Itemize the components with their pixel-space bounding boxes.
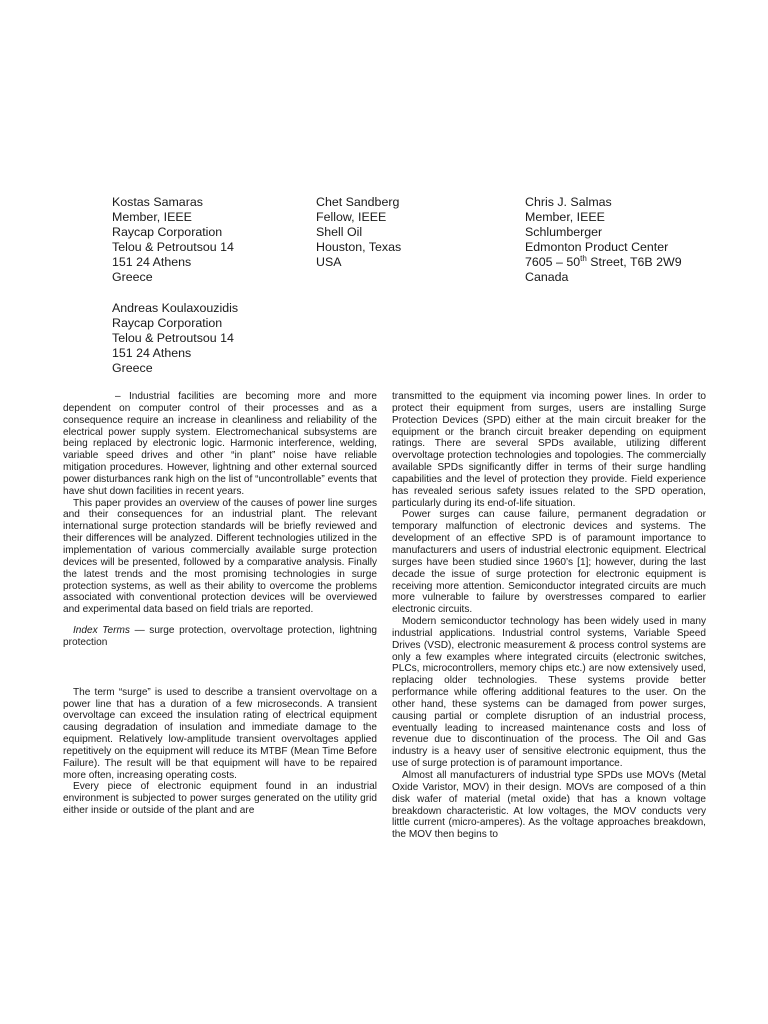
author-affiliation-line: Schlumberger — [525, 225, 603, 239]
left-column — [63, 391, 377, 817]
author-name: Chet Sandberg — [316, 195, 400, 209]
intro-paragraph: The term “surge” is used to describe a transient overvoltage on a power line that has a duration of a few microseconds. A transient overvoltage can exceed the insulation rating of electrical equipment causing degradation of insulation and immediate damage to the equipment. Relatively low-amplitude transient overvoltages applied repetitively on the equipment will reduce its MTBF (Mean Time Before Failure). The result will be that equipment will have to be repaired more often, increasing operating costs. — [63, 686, 377, 781]
author-name: Chris J. Salmas — [525, 195, 612, 209]
abstract-paragraph: This paper provides an overview of the causes of power line surges and their consequences for an industrial plant. The relevant international surge protection standards will be briefly reviewed and their differences will be analyzed. Different technologies utilized in the implementation of various commercially available surge protection devices will be presented, followed by a comparative analysis. Finally the latest trends and the most promising technologies in surge protection systems, as well as their ability to overcome the problems associated with conventional protection devices will be overviewed and experimental data based on field trials are reported. — [63, 497, 377, 616]
author-name: Kostas Samaras — [112, 195, 203, 209]
street-suffix: Street, T6B 2W9 — [586, 255, 682, 269]
author-affiliation-line: Fellow, IEEE — [316, 210, 387, 224]
index-terms-label: Index Terms — [73, 625, 130, 637]
body-paragraph: Modern semiconductor technology has been widely used in many industrial applications. Industrial control systems, Variable Speed Drives (VSD), electronic measurement & process control systems are only a few examples where integrated circuits (electronic switches, PLCs, microcontrollers, memory chips etc.) are now extensively used, replacing older technologies. These systems provide better performance while offering additional features to the user. On the other hand, these systems can be damaged from power surges, causing partial or complete disruption of an industrial process, eventually leading to increased maintenance costs and loss of revenue due to discontinuation of the process. The Oil and Gas industry is a heavy user of sensitive electronic equipment, thus the use of surge protection is of paramount importance. — [392, 616, 706, 770]
author-name: Andreas Koulaxouzidis — [112, 301, 239, 315]
body-paragraph: Power surges can cause failure, permanent degradation or temporary malfunction of electronic devices and systems. The development of an effective SPD is of paramount importance to manufacturers and users of industrial electronic equipment. Electrical surges have been studied since 1960’s [1]; however, during the last decade the issue of surge protection for electronic equipment is receiving more attention. Semiconductor integrated circuits are much more vulnerable to failure by overstresses compared to earlier electronic circuits. — [392, 509, 706, 616]
author-kostas-samaras — [112, 195, 234, 285]
author-affiliation-line: Member, IEEE — [525, 210, 605, 224]
index-terms-text: — surge protection, overvoltage protection, lightning protection — [63, 625, 377, 648]
author-country: Canada — [525, 270, 569, 284]
author-affiliation-line: 151 24 Athens — [112, 346, 192, 360]
author-affiliation-line: Raycap Corporation — [112, 225, 223, 239]
author-affiliation-line: Greece — [112, 270, 153, 284]
author-affiliation-line: Shell Oil — [316, 225, 363, 239]
author-affiliation-line: Edmonton Product Center — [525, 240, 669, 254]
author-street-line — [525, 255, 682, 270]
author-andreas-koulaxouzidis — [112, 301, 238, 376]
author-affiliation-line: USA — [316, 255, 342, 269]
right-column — [392, 391, 706, 841]
author-affiliation-line: Houston, Texas — [316, 240, 402, 254]
body-paragraph: Almost all manufacturers of industrial type SPDs use MOVs (Metal Oxide Varistor, MOV) in their design. MOVs are composed of a thin disk wafer of material (metal oxide) that has a known voltage breakdown characteristic. At low voltages, the MOV conducts very little current (micro-amperes). As the voltage approaches breakdown, the MOV then begins to — [392, 770, 706, 841]
index-terms — [63, 625, 377, 649]
author-affiliation-line: Greece — [112, 361, 153, 375]
author-affiliation-line: 151 24 Athens — [112, 255, 192, 269]
author-chet-sandberg — [316, 195, 401, 270]
street-superscript: th — [580, 253, 587, 263]
author-affiliation-line: Telou & Petroutsou 14 — [112, 331, 234, 345]
abstract-paragraph: – Industrial facilities are becoming more and more dependent on computer control of their processes and as a consequence require an increase in cleanliness and reliability of the electrical power supply system. Electromechanical subsystems are being replaced by electronic logic. Harmonic interference, welding, variable speed drives and other “in plant” noise have reliable mitigation procedures. However, lightning and other external sourced power disturbances rank high on the list of “uncontrollable” events that have shut down facilities in recent years. — [63, 391, 377, 497]
author-affiliation-line: Raycap Corporation — [112, 316, 223, 330]
intro-paragraph: Every piece of electronic equipment found in an industrial environment is subjected to power surges generated on the utility grid either inside or outside of the plant and are — [63, 781, 377, 817]
author-chris-salmas — [525, 195, 682, 285]
body-paragraph: transmitted to the equipment via incoming power lines. In order to protect their equipment from surges, users are installing Surge Protection Devices (SPD) either at the main circuit breaker for the equipment or the branch circuit breaker depending on equipment ratings. There are several SPDs available, utilizing different overvoltage protection technologies and topologies. The commercially available SPDs significantly differ in terms of their surge handling capabilities and the level of protection they provide. Field experience has revealed serious safety issues related to the SPD operation, particularly during its end-of-life situation. — [392, 391, 706, 509]
street-prefix: 7605 – 50 — [525, 255, 581, 269]
author-affiliation-line: Member, IEEE — [112, 210, 192, 224]
author-affiliation-line: Telou & Petroutsou 14 — [112, 240, 234, 254]
